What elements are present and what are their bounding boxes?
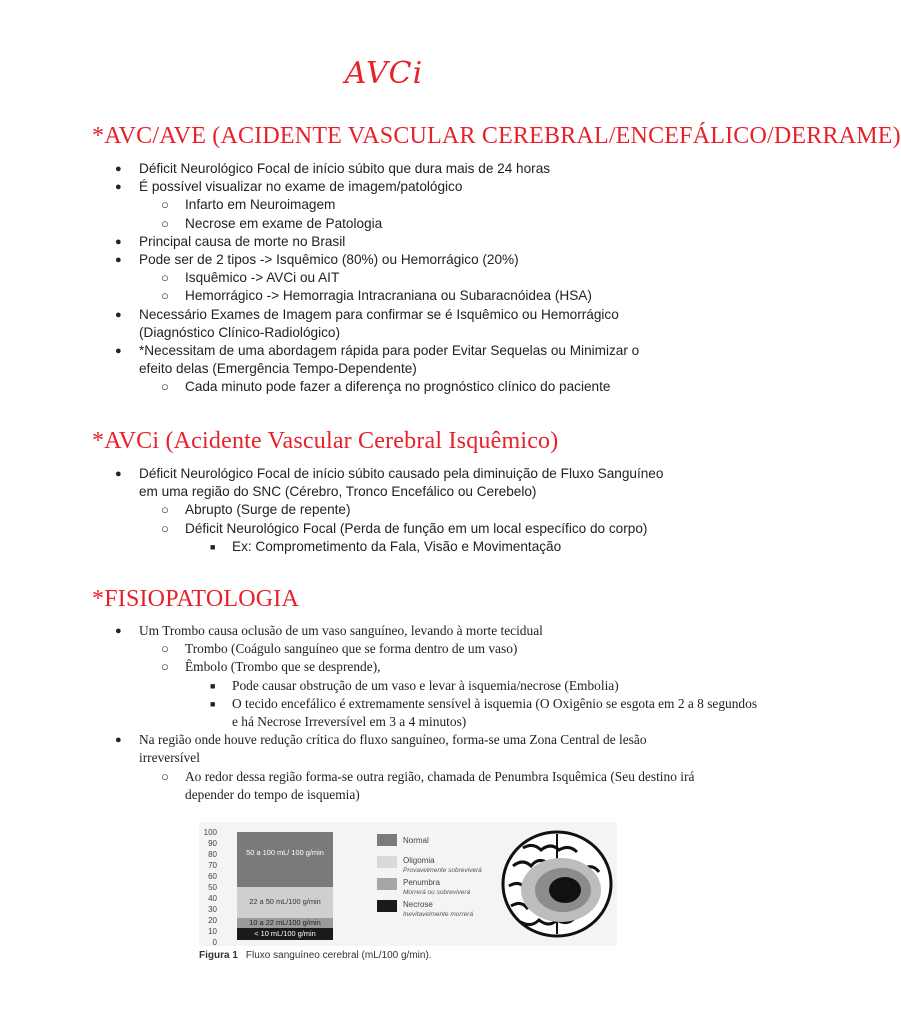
axis-tick: 0 — [212, 938, 217, 947]
axis-tick: 90 — [208, 839, 217, 848]
list-item: ○ Hemorrágico -> Hemorragia Intracraniana ou Subaracnóidea (HSA) — [0, 287, 674, 305]
bullet-icon: ● — [115, 468, 122, 480]
list-item: ○ Isquêmico -> AVCi ou AIT — [0, 269, 674, 287]
section-list-avc — [0, 160, 674, 397]
square-bullet-icon: ■ — [210, 541, 216, 552]
figure-caption — [199, 950, 432, 961]
circle-bullet-icon: ○ — [161, 502, 169, 518]
caption-label: Figura 1 — [199, 950, 238, 961]
axis-tick: 30 — [208, 905, 217, 914]
square-bullet-icon: ■ — [210, 680, 216, 691]
axis-tick: 50 — [208, 883, 217, 892]
list-item: ● Principal causa de morte no Brasil — [0, 233, 674, 251]
list-item: ○ Abrupto (Surge de repente) — [0, 501, 674, 519]
caption-text: Fluxo sanguíneo cerebral (mL/100 g/min). — [245, 950, 432, 961]
bullet-icon: ● — [115, 345, 122, 358]
list-item: ○ Ao redor dessa região forma-se outra região, chamada de Penumbra Isquêmica (Seu destino irá depender do tempo de isquemia) — [161, 768, 695, 802]
section-heading-fisiopatologia: *FISIOPATOLOGIA — [92, 586, 300, 612]
circle-bullet-icon: ○ — [161, 641, 169, 657]
axis-tick: 100 — [203, 828, 217, 837]
list-item: ● *Necessitam de uma abordagem rápida para poder Evitar Sequelas ou Minimizar o efeito delas (Emergência Tempo-Dependente) — [115, 343, 640, 377]
legend-swatch-oligomia — [377, 856, 397, 868]
section-list-avci — [0, 465, 674, 556]
bullet-icon: ● — [115, 254, 122, 267]
axis-tick: 60 — [208, 872, 217, 881]
page-title: AVCi — [344, 56, 424, 91]
list-item: ○ Cada minuto pode fazer a diferença no prognóstico clínico do paciente — [0, 378, 674, 396]
list-item: ○ Trombo (Coágulo sanguíneo que se forma dentro de um vaso) — [0, 640, 762, 658]
list-item: ○ Êmbolo (Trombo que se desprende), — [0, 658, 762, 676]
bullet-icon: ● — [115, 625, 122, 637]
axis-tick: 20 — [208, 916, 217, 925]
bullet-icon: ● — [115, 181, 122, 194]
section-heading-avc: *AVC/AVE (ACIDENTE VASCULAR CEREBRAL/ENCEFÁLICO/DERRAME) — [92, 123, 901, 149]
segment-penumbra: 10 a 22 mL/100 g/min — [237, 918, 333, 928]
circle-bullet-icon: ○ — [161, 768, 169, 784]
section-list-fisiopatologia — [0, 622, 762, 804]
flow-stack-bar — [237, 832, 333, 940]
list-item: ● Déficit Neurológico Focal de início súbito que dura mais de 24 horas — [0, 160, 674, 178]
list-item: ■ Ex: Comprometimento da Fala, Visão e Movimentação — [0, 538, 674, 556]
list-item: ● É possível visualizar no exame de imagem/patológico — [0, 178, 674, 196]
legend-swatch-normal — [377, 834, 397, 846]
list-item: ■ Pode causar obstrução de um vaso e levar à isquemia/necrose (Embolia) — [0, 677, 762, 695]
section-heading-avci: *AVCi (Acidente Vascular Cerebral Isquêmico) — [92, 428, 559, 454]
list-item: ● Pode ser de 2 tipos -> Isquêmico (80%) ou Hemorrágico (20%) — [0, 251, 674, 269]
square-bullet-icon: ■ — [210, 698, 216, 709]
list-item: ○ Infarto em Neuroimagem — [0, 196, 674, 214]
list-item: ○ Necrose em exame de Patologia — [0, 215, 674, 233]
list-item: ● Necessário Exames de Imagem para confirmar se é Isquêmico ou Hemorrágico (Diagnóstico Clínico-Radiológico) — [115, 306, 619, 340]
figure-cerebral-blood-flow — [199, 822, 617, 961]
list-item: ○ Déficit Neurológico Focal (Perda de função em um local específico do corpo) — [0, 520, 674, 538]
axis-tick: 40 — [208, 894, 217, 903]
list-item: ● Déficit Neurológico Focal de início súbito causado pela diminuição de Fluxo Sanguíneo em uma região do SNC (Cérebro, Tronco Encefálico ou Cerebelo) — [115, 466, 664, 500]
figure-image — [199, 822, 617, 946]
circle-bullet-icon: ○ — [161, 520, 169, 536]
bullet-icon: ● — [115, 235, 122, 248]
bullet-icon: ● — [115, 734, 122, 747]
axis-tick: 70 — [208, 861, 217, 870]
legend-swatch-necrose — [377, 900, 397, 912]
legend-label-oligomia: Oligomia Provavelmente sobreviverá — [403, 856, 482, 874]
segment-oligomia: 22 a 50 mL/100 g/min — [237, 887, 333, 918]
legend-swatch-penumbra — [377, 878, 397, 890]
axis-tick: 10 — [208, 927, 217, 936]
circle-bullet-icon: ○ — [161, 270, 169, 286]
bullet-icon: ● — [115, 163, 122, 175]
circle-bullet-icon: ○ — [161, 288, 169, 304]
legend-label-normal: Normal — [403, 836, 429, 845]
segment-necrose: < 10 mL/100 g/min — [237, 928, 333, 940]
list-item: ■ O tecido encefálico é extremamente sensível à isquemia (O Oxigênio se esgota em 2 a 8 segundos e há Necrose Irreversível em 3 a 4 minutos) — [210, 695, 758, 730]
list-item: ● Na região onde houve redução crítica do fluxo sanguíneo, forma-se uma Zona Central de lesão irreversível — [115, 732, 647, 766]
circle-bullet-icon: ○ — [161, 197, 169, 213]
brain-illustration-icon — [499, 826, 615, 942]
list-item: ● Um Trombo causa oclusão de um vaso sanguíneo, levando à morte tecidual — [0, 622, 762, 640]
circle-bullet-icon: ○ — [161, 215, 169, 231]
legend-label-penumbra: Penumbra Morrerá ou sobreviverá — [403, 878, 471, 896]
bullet-icon: ● — [115, 308, 122, 321]
axis-tick: 80 — [208, 850, 217, 859]
circle-bullet-icon: ○ — [161, 659, 169, 675]
segment-normal: 50 a 100 mL/ 100 g/min — [237, 832, 333, 887]
circle-bullet-icon: ○ — [161, 379, 169, 395]
legend-label-necrose: Necrose Inevitavelmente morrerá — [403, 900, 474, 918]
